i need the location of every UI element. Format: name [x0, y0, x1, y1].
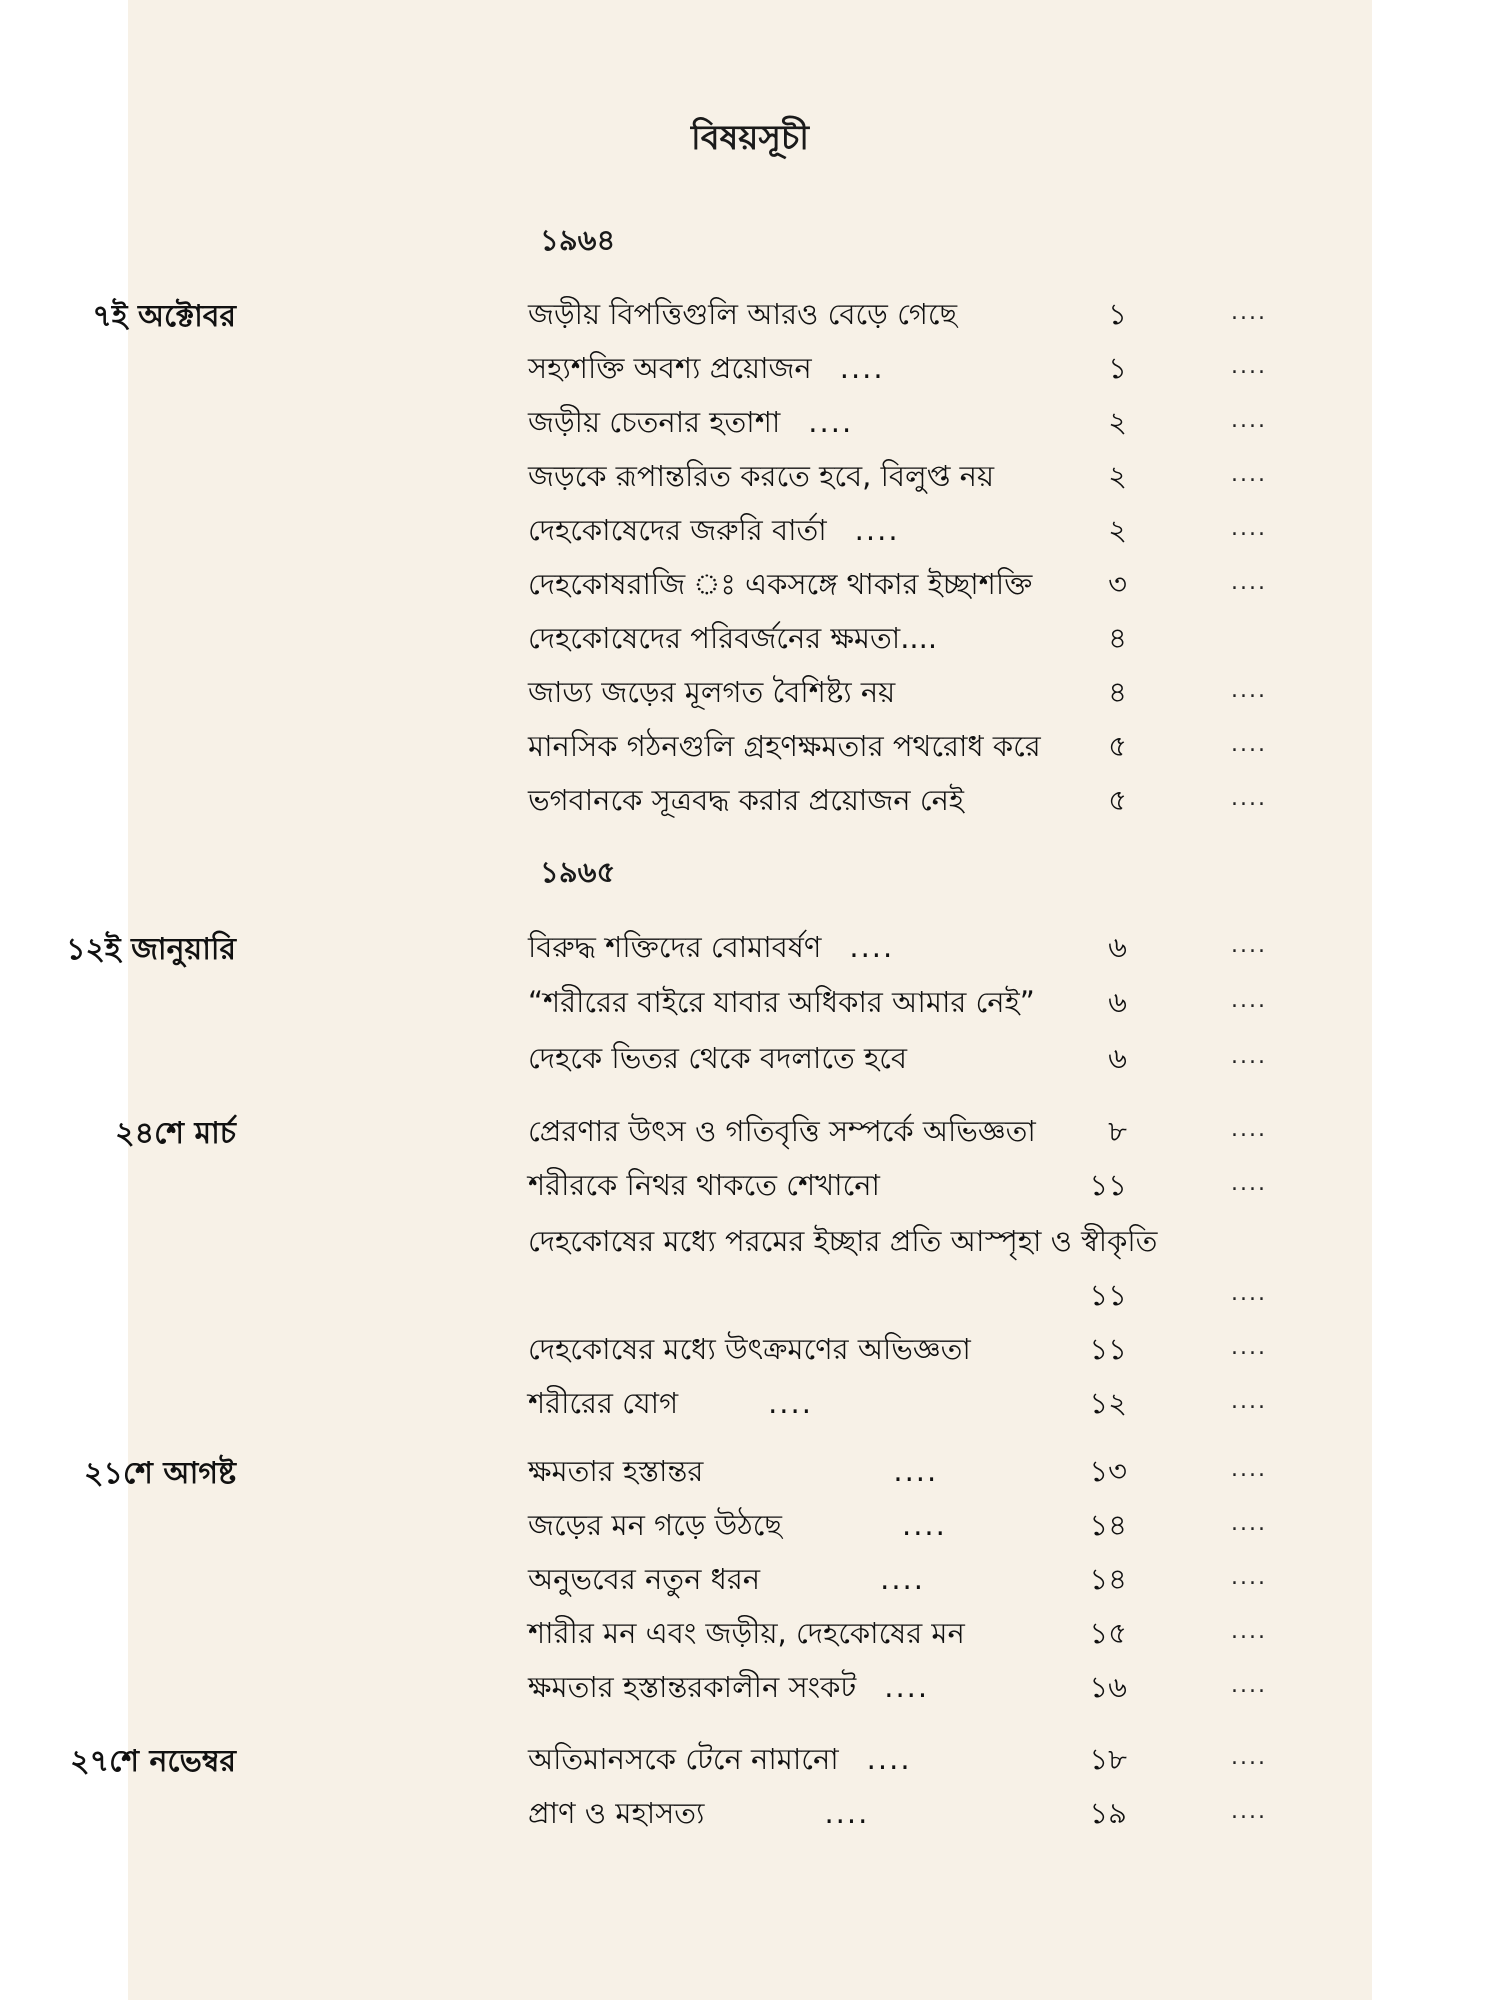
date-heading: ২৪শে মার্চ: [115, 1116, 236, 1151]
dot-leader: ....: [1231, 1457, 1267, 1482]
toc-entry-title: অনুভবের নতুন ধরন ....: [528, 1562, 925, 1596]
dot-leader: ....: [1231, 1511, 1267, 1536]
toc-page-number: ১৬: [1089, 1670, 1127, 1704]
dot-leader: ....: [1231, 408, 1267, 433]
year-heading: ১৯৬৫: [540, 855, 616, 889]
toc-page-number: ১: [1108, 297, 1127, 331]
date-heading: ২১শে আগষ্ট: [84, 1456, 236, 1491]
year-heading: ১৯৬৪: [540, 223, 616, 257]
dot-leader: ....: [1231, 1565, 1267, 1590]
toc-page-number: ১১: [1089, 1332, 1127, 1366]
dot-leader: ....: [1231, 1619, 1267, 1644]
date-heading: ১২ই জানুয়ারি: [66, 932, 236, 967]
toc-entry-title: ক্ষমতার হস্তান্তর ....: [528, 1454, 939, 1488]
toc-page-number: ১৩: [1089, 1454, 1127, 1488]
toc-page-number: ৫: [1108, 729, 1127, 763]
dot-leader: ....: [1231, 570, 1267, 595]
dot-leader: ....: [1231, 1044, 1267, 1069]
toc-entry-title: দেহকোষরাজি ঃ একসঙ্গে থাকার ইচ্ছাশক্তি: [528, 567, 1033, 601]
dot-leader: ....: [1231, 678, 1267, 703]
toc-entry-title: শরীরকে নিথর থাকতে শেখানো: [528, 1168, 880, 1202]
toc-entry-title: ভগবানকে সূত্রবদ্ধ করার প্রয়োজন নেই: [528, 783, 964, 817]
dot-leader: ....: [1231, 1171, 1267, 1196]
date-heading: ৭ই অক্টোবর: [92, 299, 236, 334]
toc-entry-title: দেহকোষেদের জরুরি বার্তা ....: [528, 513, 900, 547]
toc-page-number: ২: [1108, 459, 1127, 493]
toc-entry-title: শরীরের যোগ ....: [528, 1386, 813, 1420]
toc-entry-title: “শরীরের বাইরে যাবার অধিকার আমার নেই”: [528, 985, 1035, 1019]
toc-page-number: ৬: [1108, 930, 1127, 964]
toc-page-number: ১১: [1089, 1168, 1127, 1202]
dot-leader: ....: [1231, 988, 1267, 1013]
toc-entry-title: জড়ের মন গড়ে উঠছে ....: [528, 1508, 947, 1542]
toc-entry-title: জাড্য জড়ের মূলগত বৈশিষ্ট্য নয়: [528, 675, 896, 709]
book-page: [66, 0, 1372, 2000]
toc-page-number: ১: [1108, 351, 1127, 385]
toc-entry-title: জড়ীয় বিপত্তিগুলি আরও বেড়ে গেছে: [528, 297, 958, 331]
toc-page-number: ৬: [1108, 985, 1127, 1019]
dot-leader: ....: [1231, 1335, 1267, 1360]
toc-entry-title: প্রেরণার উৎস ও গতিবৃত্তি সম্পর্কে অভিজ্ঞতা: [528, 1114, 1036, 1148]
toc-entry-title: দেহকোষেদের পরিবর্জনের ক্ষমতা....: [528, 621, 938, 655]
dot-leader: ....: [1231, 1281, 1267, 1306]
toc-page-number: ৪: [1108, 675, 1127, 709]
dot-leader: ....: [1231, 300, 1267, 325]
toc-page-number: ১৪: [1089, 1562, 1127, 1596]
toc-entry-title: ক্ষমতার হস্তান্তরকালীন সংকট ....: [528, 1670, 930, 1704]
toc-page-number: ১১: [1089, 1278, 1127, 1312]
dot-leader: ....: [1231, 1389, 1267, 1414]
date-heading: ২৭শে নভেম্বর: [70, 1744, 236, 1779]
dot-leader: ....: [1231, 786, 1267, 811]
dot-leader: ....: [1231, 462, 1267, 487]
dot-leader: ....: [1231, 1745, 1267, 1770]
toc-entry-title: দেহকোষের মধ্যে উৎক্রমণের অভিজ্ঞতা: [528, 1332, 971, 1366]
toc-entry-title: জড়ীয় চেতনার হতাশা ....: [528, 405, 854, 439]
dot-leader: ....: [1231, 1117, 1267, 1142]
toc-page-number: ১৮: [1089, 1742, 1127, 1776]
toc-entry-title: মানসিক গঠনগুলি গ্রহণক্ষমতার পথরোধ করে: [528, 729, 1041, 763]
toc-page-number: ১৫: [1089, 1616, 1127, 1650]
dot-leader: ....: [1231, 1673, 1267, 1698]
toc-page-number: ৫: [1108, 783, 1127, 817]
dot-leader: ....: [1231, 354, 1267, 379]
toc-entry-title: শারীর মন এবং জড়ীয়, দেহকোষের মন: [528, 1616, 965, 1650]
dot-leader: ....: [1231, 516, 1267, 541]
toc-page-number: ২: [1108, 513, 1127, 547]
toc-entry-title: প্রাণ ও মহাসত্য ....: [528, 1796, 870, 1830]
toc-page-number: ৮: [1108, 1114, 1127, 1148]
toc-page-number: ৩: [1108, 567, 1127, 601]
toc-page-number: ১২: [1089, 1386, 1127, 1420]
toc-entry-title: বিরুদ্ধ শক্তিদের বোমাবর্ষণ ....: [528, 930, 895, 964]
toc-page-number: ১৪: [1089, 1508, 1127, 1542]
toc-page-number: ৬: [1108, 1041, 1127, 1075]
toc-page-number: ১৯: [1089, 1796, 1127, 1830]
toc-entry-title: সহ্যশক্তি অবশ্য প্রয়োজন ....: [528, 351, 885, 385]
toc-entry-title: দেহকে ভিতর থেকে বদলাতে হবে: [528, 1041, 907, 1075]
toc-entry-title: জড়কে রূপান্তরিত করতে হবে, বিলুপ্ত নয়: [528, 459, 995, 493]
toc-page-number: ২: [1108, 405, 1127, 439]
toc-page-number: ৪: [1108, 621, 1127, 655]
dot-leader: ....: [1231, 1799, 1267, 1824]
toc-entry-title: অতিমানসকে টেনে নামানো ....: [528, 1742, 912, 1776]
dot-leader: ....: [1231, 732, 1267, 757]
toc-entry-title: দেহকোষের মধ্যে পরমের ইচ্ছার প্রতি আস্পৃহা ও স্বীকৃতি: [528, 1224, 1158, 1258]
dot-leader: ....: [1231, 933, 1267, 958]
page-title: বিষয়সূচী: [691, 118, 809, 158]
